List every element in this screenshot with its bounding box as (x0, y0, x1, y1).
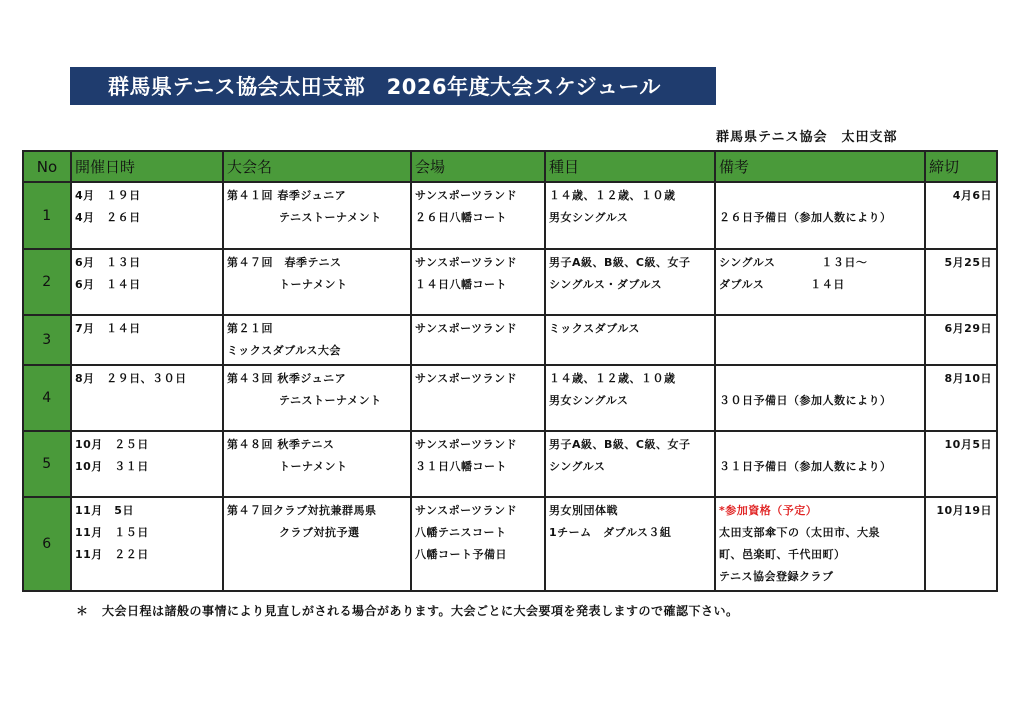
row-number: 6 (23, 497, 71, 591)
venue-cell (411, 182, 545, 249)
date-line: 6月 １４日 (75, 278, 141, 291)
event-line: １４歳、１２歳、１０歳 (549, 189, 676, 202)
notes-line: 町、邑楽町、千代田町） (719, 548, 846, 561)
event-line: シングルス・ダブルス (549, 278, 663, 291)
venue-cell (411, 497, 545, 591)
table-row (23, 249, 997, 315)
header-date: 開催日時 (71, 151, 223, 182)
notes-line: ２６日予備日（参加人数により） (719, 211, 892, 224)
event-line: ミックスダブルス (549, 322, 640, 335)
notes-cell (715, 249, 925, 315)
event-line: 男女シングルス (549, 211, 629, 224)
venue-cell (411, 431, 545, 497)
date-cell (71, 431, 223, 497)
name-line: 第４７回 春季テニス (227, 256, 342, 269)
name-line: 第４３回 秋季ジュニア (227, 372, 347, 385)
date-line: 11月 5日 (75, 504, 134, 517)
page-title: 群馬県テニス協会太田支部 2026年度大会スケジュール (70, 67, 716, 105)
name-line: 第２１回 (227, 322, 273, 335)
venue-line: サンスポーツランド (415, 256, 518, 269)
table-row (23, 431, 997, 497)
name-line: 第４８回 秋季テニス (227, 438, 335, 451)
date-line: 6月 １３日 (75, 256, 141, 269)
date-line: 4月 ２６日 (75, 211, 141, 224)
row-number: 3 (23, 315, 71, 365)
notes-cell (715, 365, 925, 431)
row-number: 2 (23, 249, 71, 315)
event-line: 男女別団体戦 (549, 504, 618, 517)
date-line: 4月 １９日 (75, 189, 141, 202)
event-cell (545, 249, 715, 315)
venue-line: １４日八幡コート (415, 278, 507, 291)
venue-line: ３１日八幡コート (415, 460, 507, 473)
header-event: 種目 (545, 151, 715, 182)
venue-line: サンスポーツランド (415, 189, 518, 202)
footnote (76, 602, 976, 619)
row-number: 4 (23, 365, 71, 431)
header-no: No (23, 151, 71, 182)
venue-line: サンスポーツランド (415, 504, 518, 517)
venue-line: 八幡テニスコート (415, 526, 507, 539)
name-line: 第４１回 春季ジュニア (227, 189, 347, 202)
row-number: 1 (23, 182, 71, 249)
name-cell (223, 365, 411, 431)
notes-line: テニス協会登録クラブ (719, 570, 834, 583)
footnote-mark: ＊ (76, 604, 89, 618)
name-line: ミックスダブルス大会 (227, 344, 341, 357)
date-cell (71, 365, 223, 431)
date-line: 10月 ２５日 (75, 438, 149, 451)
event-line: 1チーム ダブルス３組 (549, 526, 672, 539)
notes-cell (715, 315, 925, 365)
name-line: テニストーナメント (279, 394, 382, 407)
notes-cell (715, 182, 925, 249)
venue-cell (411, 365, 545, 431)
notes-line: ダブルス １４日 (719, 278, 845, 291)
notes-cell (715, 497, 925, 591)
event-line: シングルス (549, 460, 606, 473)
deadline-cell: 5月25日 (925, 249, 997, 315)
table-row (23, 182, 997, 249)
deadline-cell: 6月29日 (925, 315, 997, 365)
name-line: トーナメント (279, 460, 348, 473)
name-line: トーナメント (279, 278, 348, 291)
table-header-row (23, 151, 997, 182)
name-cell (223, 182, 411, 249)
deadline-cell: 4月6日 (925, 182, 997, 249)
deadline-cell: 10月19日 (925, 497, 997, 591)
table-row (23, 497, 997, 591)
deadline-cell: 10月5日 (925, 431, 997, 497)
notes-line: シングルス １３日～ (719, 256, 868, 269)
name-line: クラブ対抗予選 (279, 526, 360, 539)
venue-line: サンスポーツランド (415, 322, 518, 335)
header-name: 大会名 (223, 151, 411, 182)
deadline-cell: 8月10日 (925, 365, 997, 431)
row-number: 5 (23, 431, 71, 497)
name-line: 第４７回クラブ対抗兼群馬県 (227, 504, 377, 517)
name-cell (223, 497, 411, 591)
schedule-table (22, 150, 998, 592)
date-line: 11月 １５日 (75, 526, 149, 539)
event-line: 男子A級、B級、C級、女子 (549, 256, 691, 269)
venue-line: ２６日八幡コート (415, 211, 507, 224)
organization-name: 群馬県テニス協会 太田支部 (716, 130, 898, 145)
header-notes: 備考 (715, 151, 925, 182)
eligibility-note: *参加資格（予定） (719, 504, 818, 517)
date-line: 10月 ３１日 (75, 460, 149, 473)
date-cell (71, 249, 223, 315)
event-cell (545, 431, 715, 497)
date-cell (71, 182, 223, 249)
name-line: テニストーナメント (279, 211, 382, 224)
name-cell (223, 431, 411, 497)
date-line: 11月 ２２日 (75, 548, 149, 561)
name-cell (223, 315, 411, 365)
header-deadline: 締切 (925, 151, 997, 182)
venue-line: サンスポーツランド (415, 438, 518, 451)
event-cell (545, 315, 715, 365)
venue-cell (411, 249, 545, 315)
event-line: 男女シングルス (549, 394, 629, 407)
notes-line: ３１日予備日（参加人数により） (719, 460, 892, 473)
date-cell (71, 315, 223, 365)
name-cell (223, 249, 411, 315)
notes-line: 太田支部傘下の（太田市、大泉 (719, 526, 880, 539)
date-line: 7月 １４日 (75, 322, 141, 335)
notes-line: ３０日予備日（参加人数により） (719, 394, 892, 407)
date-line: 8月 ２９日、３０日 (75, 372, 187, 385)
event-cell (545, 497, 715, 591)
header-venue: 会場 (411, 151, 545, 182)
table-row (23, 365, 997, 431)
date-cell (71, 497, 223, 591)
event-line: １４歳、１２歳、１０歳 (549, 372, 676, 385)
venue-line: 八幡コート予備日 (415, 548, 507, 561)
event-cell (545, 182, 715, 249)
venue-line: サンスポーツランド (415, 372, 518, 385)
notes-cell (715, 431, 925, 497)
event-line: 男子A級、B級、C級、女子 (549, 438, 691, 451)
venue-cell (411, 315, 545, 365)
footnote-text: 大会日程は諸般の事情により見直しがされる場合があります。大会ごとに大会要項を発表しますので確認下さい。 (102, 604, 739, 618)
event-cell (545, 365, 715, 431)
table-row (23, 315, 997, 365)
